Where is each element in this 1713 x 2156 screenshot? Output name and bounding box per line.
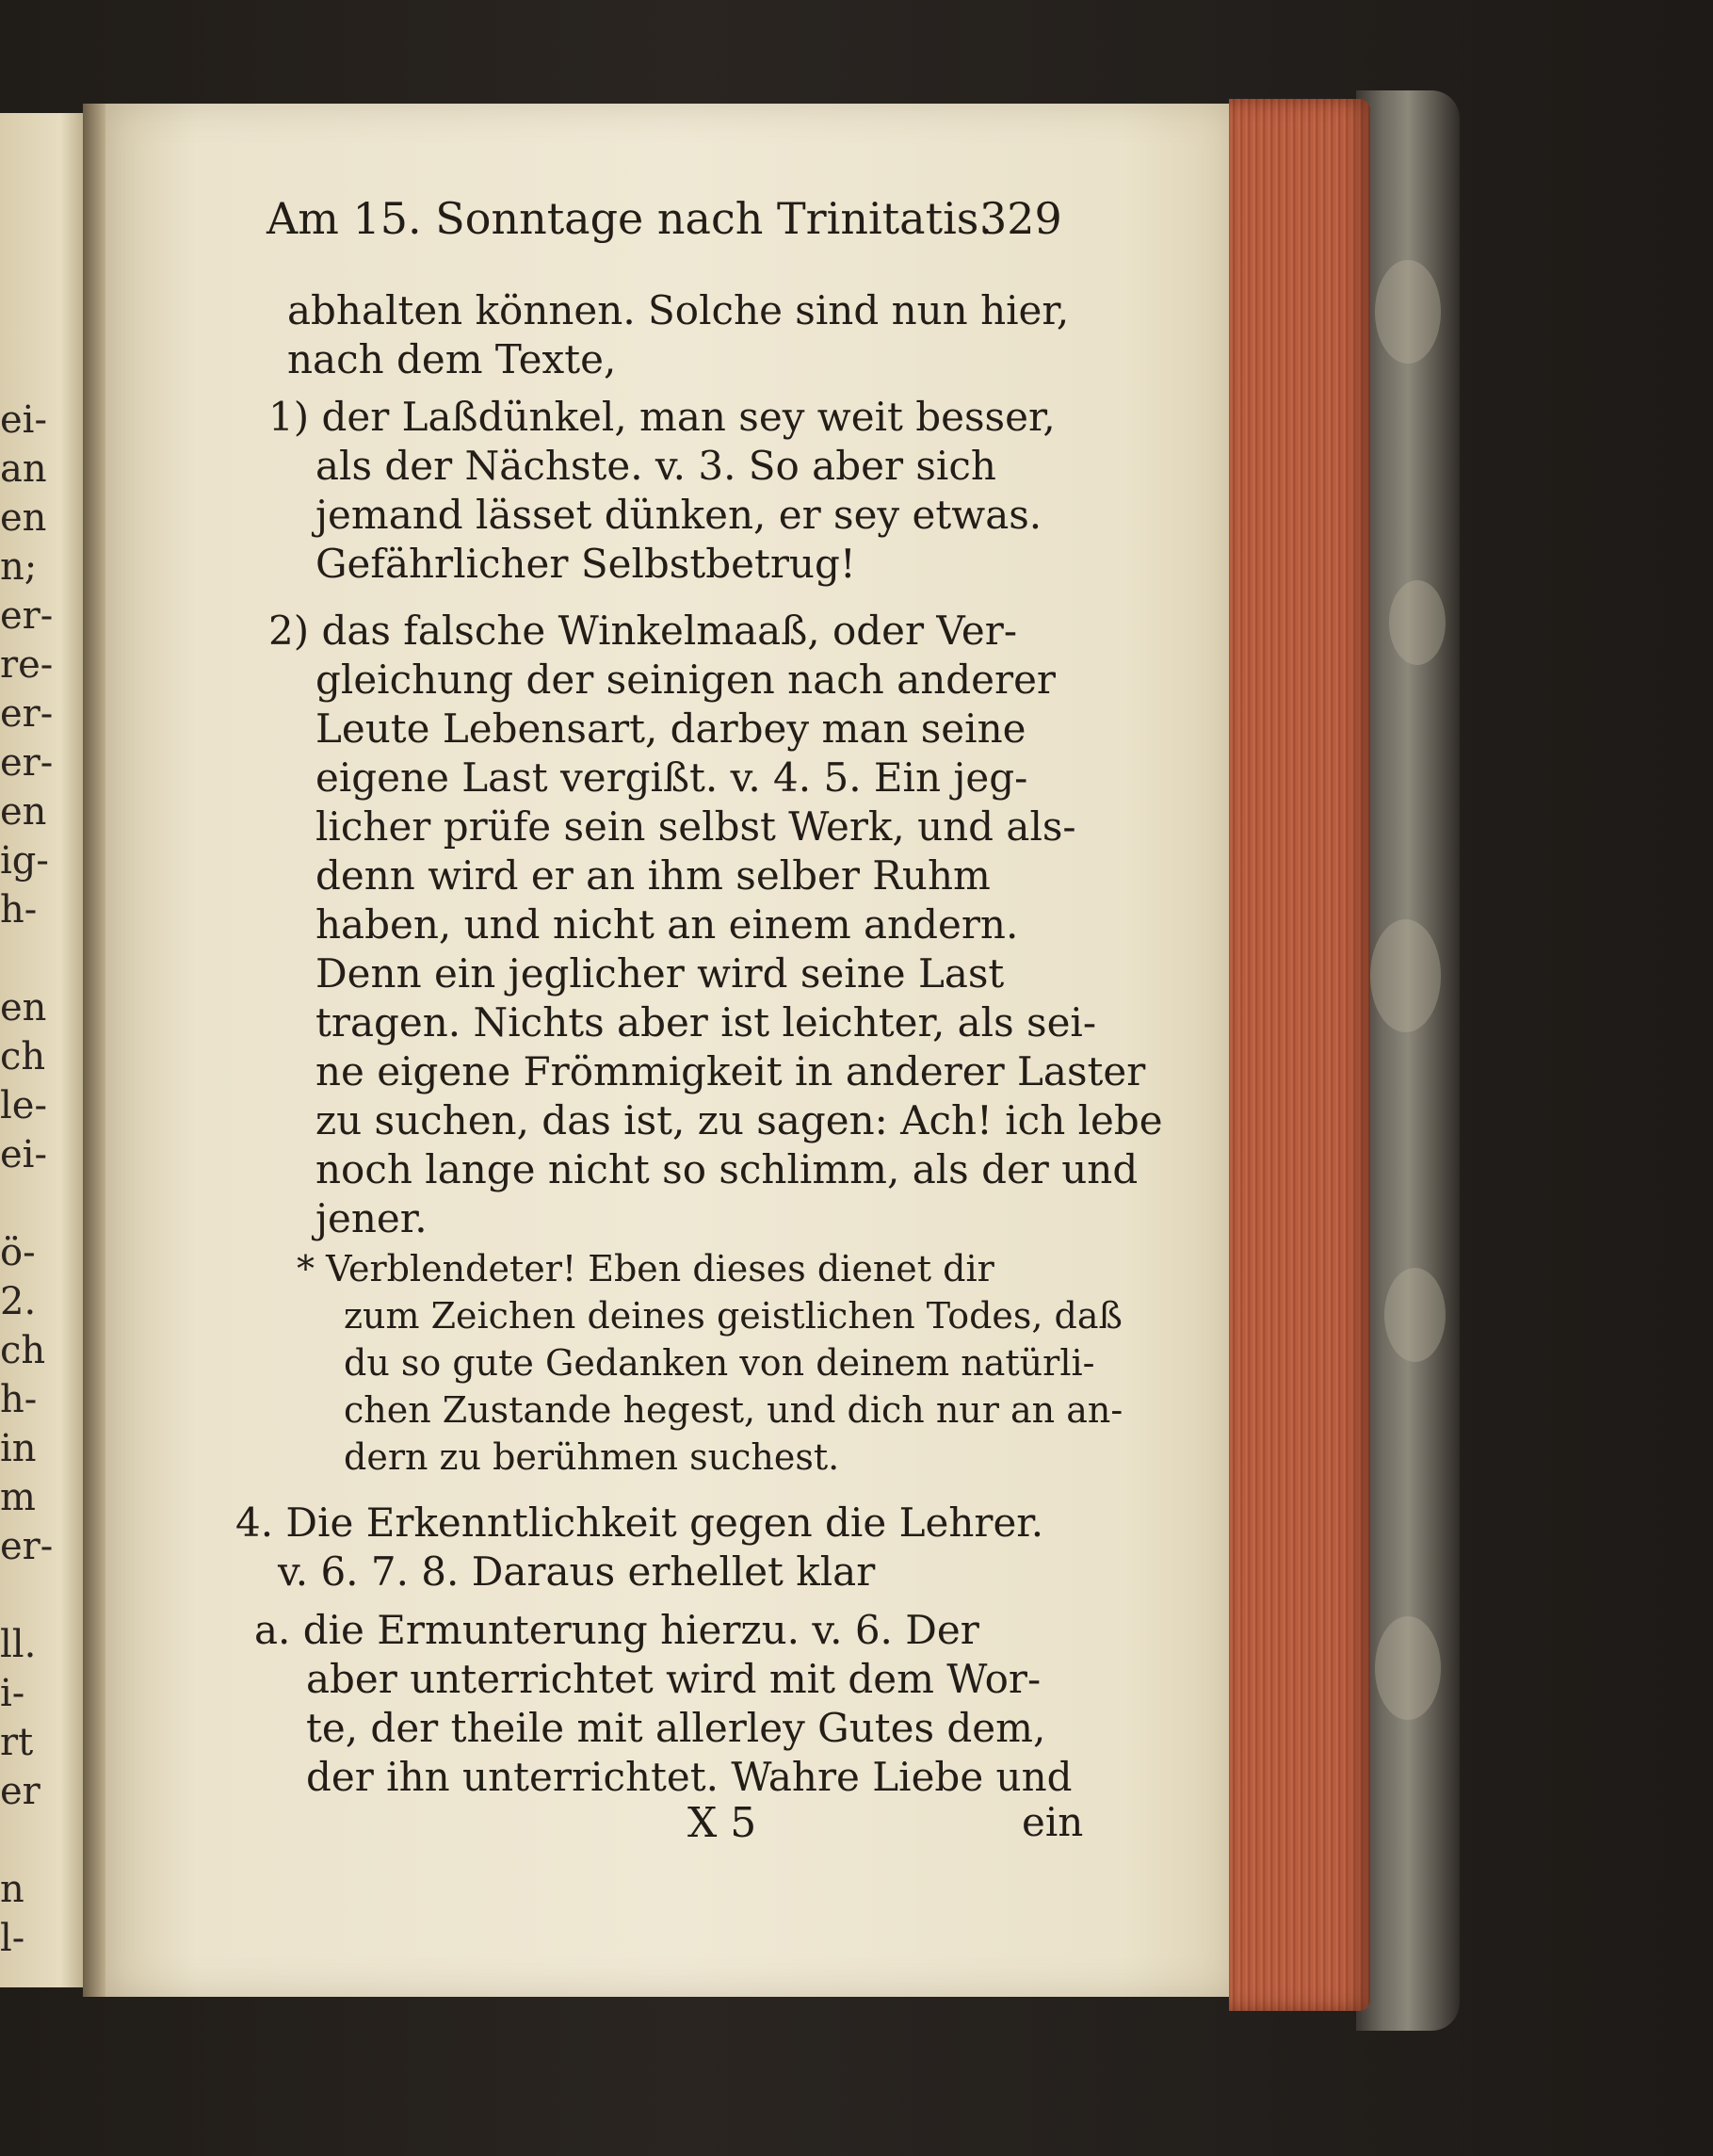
text-line: a. die Ermunterung hierzu. v. 6. Der (254, 1607, 979, 1653)
left-page-fragment: rt (0, 1721, 34, 1764)
text-line: jemand lässet dünken, er sey etwas. (315, 492, 1042, 538)
left-page-fragment: ö- (0, 1231, 36, 1274)
marble-pattern (1375, 1616, 1441, 1720)
left-page-fragment: an (0, 447, 47, 491)
text-line: Denn ein jeglicher wird seine Last (315, 950, 1005, 997)
footnote-line: zum Zeichen deines geistlichen Todes, daß (344, 1295, 1123, 1337)
left-page-fragment (0, 1179, 87, 1228)
text-line: denn wird er an ihm selber Ruhm (315, 852, 991, 899)
left-page-fragment: m (0, 1476, 36, 1519)
footnote-line: * Verblendeter! Eben dieses dienet dir (297, 1248, 994, 1289)
page-number: 329 (979, 193, 1062, 244)
left-page-fragment: ch (0, 1329, 46, 1372)
text-line: 4. Die Erkenntlichkeit gegen die Lehrer. (235, 1499, 1044, 1546)
text-line: der ihn unterrichtet. Wahre Liebe und (306, 1754, 1073, 1800)
left-page-fragment: n (0, 1868, 24, 1911)
left-page-fragment: ei- (0, 1133, 47, 1176)
marble-pattern (1375, 260, 1441, 364)
text-line: ne eigene Frömmigkeit in anderer Laster (315, 1048, 1146, 1094)
text-line: 1) der Laßdünkel, man sey weit besser, (268, 394, 1056, 440)
left-page-fragment: er (0, 1770, 40, 1813)
left-page-fragment: n; (0, 545, 38, 589)
left-page-line-fragments (0, 396, 87, 1963)
left-page-fragment: le- (0, 1084, 47, 1127)
left-page-fragment: 2. (0, 1280, 37, 1323)
left-page-fragment: er- (0, 594, 54, 638)
left-page-fragment: en (0, 496, 47, 540)
left-page-fragment: en (0, 790, 47, 834)
text-line: abhalten können. Solche sind nun hier, (287, 287, 1070, 333)
footnote-line: dern zu berühmen suchest. (344, 1436, 840, 1478)
left-page-fragment (0, 1816, 87, 1865)
left-page-fragment: er- (0, 1525, 54, 1568)
left-page-fragment: h- (0, 1378, 38, 1421)
text-line: v. 6. 7. 8. Daraus erhellet klar (278, 1548, 876, 1595)
text-line: als der Nächste. v. 3. So aber sich (315, 443, 996, 489)
left-page-fragment: i- (0, 1672, 25, 1715)
text-line: nach dem Texte, (287, 336, 617, 382)
text-line: Gefährlicher Selbstbetrug! (315, 541, 856, 587)
left-page-fragment: er- (0, 692, 54, 736)
left-page-fragment: er- (0, 741, 54, 785)
text-line: tragen. Nichts aber ist leichter, als sei- (315, 999, 1097, 1046)
left-page-fragment (0, 934, 87, 983)
page-fore-edge (1229, 99, 1370, 2011)
marble-pattern (1370, 919, 1441, 1032)
text-line: licher prüfe sein selbst Werk, und als- (315, 803, 1076, 850)
catchword: ein (1022, 1799, 1084, 1845)
left-page-fragment: ig- (0, 839, 49, 883)
text-line: Leute Lebensart, darbey man seine (315, 705, 1026, 752)
marble-pattern (1384, 1268, 1446, 1362)
marble-pattern (1389, 580, 1446, 665)
left-page-fragment: h- (0, 888, 38, 932)
text-line: te, der theile mit allerley Gutes dem, (306, 1705, 1046, 1751)
signature-mark: X 5 (687, 1799, 757, 1847)
left-page (0, 113, 87, 1987)
left-page-fragment: en (0, 986, 47, 1029)
left-page-fragment: ei- (0, 398, 47, 442)
text-line: eigene Last vergißt. v. 4. 5. Ein jeg- (315, 754, 1028, 801)
text-line: gleichung der seinigen nach anderer (315, 657, 1057, 703)
left-page-fragment: l- (0, 1917, 25, 1960)
running-title: Am 15. Sonntage nach Trinitatis. (267, 193, 994, 244)
left-page-fragment: ch (0, 1035, 46, 1078)
text-line: 2) das falsche Winkelmaaß, oder Ver- (268, 608, 1018, 654)
text-line: jener. (315, 1195, 428, 1241)
book-cover-edge (1356, 90, 1460, 2031)
text-line: zu suchen, das ist, zu sagen: Ach! ich lebe (315, 1097, 1163, 1143)
left-page-fragment: re- (0, 643, 54, 687)
left-page-fragment: in (0, 1427, 37, 1470)
text-line: aber unterrichtet wird mit dem Wor- (306, 1656, 1042, 1702)
left-page-fragment (0, 1571, 87, 1620)
footnote-line: chen Zustande hegest, und dich nur an an- (344, 1389, 1123, 1431)
text-line: haben, und nicht an einem andern. (315, 901, 1019, 948)
left-page-fragment: ll. (0, 1623, 37, 1666)
text-line: noch lange nicht so schlimm, als der und (315, 1146, 1139, 1192)
footnote-line: du so gute Gedanken von deinem natürli- (344, 1342, 1095, 1384)
